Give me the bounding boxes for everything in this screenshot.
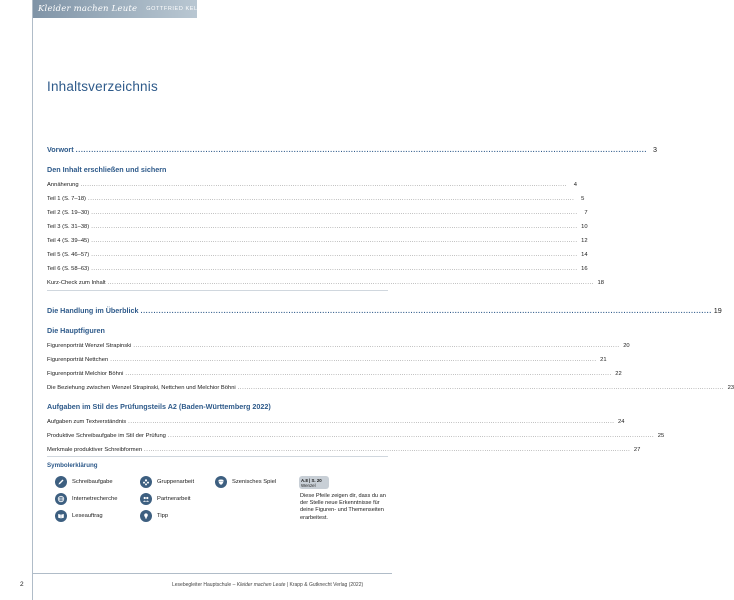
toc-page-number: 27 — [633, 447, 641, 453]
toc-label: Teil 2 (S. 19–30) — [47, 210, 90, 216]
toc-entry[interactable] — [47, 349, 607, 363]
toc-entry[interactable] — [47, 174, 577, 188]
footer-prefix: Lesebegleiter Hauptschule – — [172, 582, 237, 588]
toc-entry[interactable] — [47, 216, 588, 230]
legend-item-leseauftrag — [55, 510, 103, 522]
toc-label: Aufgaben im Stil des Prüfungsteils A2 (Baden-Württemberg 2022) — [47, 402, 271, 411]
dot-leader — [88, 196, 574, 202]
dot-leader — [168, 433, 654, 439]
legend-item-internetrecherche — [55, 493, 117, 505]
dot-leader — [125, 371, 611, 377]
theater-mask-icon — [215, 476, 227, 488]
dot-leader — [110, 357, 596, 363]
toc-heading[interactable] — [47, 397, 388, 411]
toc-page-number: 5 — [581, 196, 585, 202]
dot-leader — [144, 447, 630, 453]
dot-leader — [238, 385, 724, 391]
toc-page-number: 21 — [600, 357, 607, 363]
toc-page-number: 3 — [652, 145, 657, 154]
toc-page-number: 18 — [597, 280, 604, 286]
toc-label: Die Hauptfiguren — [47, 326, 105, 335]
toc-label: Vorwort — [47, 145, 74, 154]
page-title: Inhaltsverzeichnis — [47, 79, 158, 94]
dot-leader — [91, 238, 577, 244]
toc-entry[interactable] — [47, 272, 604, 286]
dot-leader — [91, 266, 577, 272]
toc-page-number: 25 — [657, 433, 665, 439]
dot-leader — [140, 306, 711, 315]
legend-label: Partnerarbeit — [157, 496, 191, 502]
tag-line-2: Wenzel — [301, 482, 316, 488]
toc-page-number: 22 — [615, 371, 622, 377]
legend-item-szenisches-spiel — [215, 476, 276, 488]
toc-entry[interactable] — [47, 425, 665, 439]
toc-entry[interactable] — [47, 335, 630, 349]
toc-label: Figurenporträt Melchior Böhni — [47, 371, 124, 377]
toc-label: Teil 1 (S. 7–18) — [47, 196, 86, 202]
toc-page-number: 12 — [581, 238, 588, 244]
toc-heading[interactable] — [47, 160, 388, 174]
toc-page-number: 19 — [713, 306, 722, 315]
toc-entry[interactable] — [47, 377, 734, 391]
dot-leader — [91, 224, 577, 230]
toc-entry[interactable] — [47, 258, 588, 272]
dot-leader — [108, 280, 594, 286]
toc-label: Teil 4 (S. 39–45) — [47, 238, 90, 244]
legend-label: Leseauftrag — [72, 513, 103, 519]
dot-leader — [128, 419, 614, 425]
toc-page-number: 7 — [584, 210, 588, 216]
toc-entry[interactable] — [47, 188, 585, 202]
dot-leader — [91, 210, 577, 216]
toc-label: Die Beziehung zwischen Wenzel Strapinski, Nettchen und Melchior Böhni — [47, 385, 236, 391]
book-title: Kleider machen Leute — [38, 4, 138, 14]
toc-page-number: 20 — [623, 343, 630, 349]
table-of-contents — [47, 140, 734, 453]
header-banner — [32, 0, 211, 18]
toc-page-number: 16 — [581, 266, 588, 272]
legend-label: Gruppenarbeit — [157, 479, 195, 485]
toc-page-number: 24 — [618, 419, 625, 425]
dot-leader — [91, 252, 577, 258]
tag-line-1: A.8 | S. 20 — [301, 477, 322, 483]
toc-label: Figurenporträt Wenzel Strapinski — [47, 343, 132, 349]
toc-page-number: 23 — [727, 385, 734, 391]
toc-label: Merkmale produktiver Schreibformen — [47, 447, 143, 453]
divider — [47, 456, 388, 457]
toc-label: Figurenporträt Nettchen — [47, 357, 109, 363]
toc-label: Annäherung — [47, 182, 79, 188]
toc-page-number: 14 — [581, 252, 588, 258]
legend-label: Tipp — [157, 513, 169, 519]
frame-line-left — [32, 0, 33, 600]
legend-label: Schreibaufgabe — [72, 479, 113, 485]
toc-label: Den Inhalt erschließen und sichern — [47, 165, 167, 174]
legend-item-tipp — [140, 510, 168, 522]
legend-item-partnerarbeit — [140, 493, 191, 505]
frame-line-bottom — [32, 573, 392, 574]
book-icon — [55, 510, 67, 522]
toc-label: Produktive Schreibaufgabe im Stil der Prüfung — [47, 433, 166, 439]
toc-label: Die Handlung im Überblick — [47, 306, 139, 315]
footer-suffix: | Krapp & Gutknecht Verlag (2022) — [285, 582, 364, 588]
partner-icon — [140, 493, 152, 505]
pencil-icon — [55, 476, 67, 488]
globe-icon — [55, 493, 67, 505]
toc-entry[interactable] — [47, 411, 625, 425]
toc-entry[interactable] — [47, 202, 588, 216]
tag-explanation: Diese Pfeile zeigen dir, dass du an der Stelle neue Erkenntnisse für deine Figuren- und Themenseiten erarbeitest. — [300, 493, 386, 521]
toc-label: Aufgaben zum Textverständnis — [47, 419, 127, 425]
legend-item-gruppenarbeit — [140, 476, 194, 488]
legend-label: Internetrecherche — [72, 496, 118, 502]
dot-leader — [76, 145, 647, 154]
toc-entry[interactable] — [47, 363, 622, 377]
group-icon — [140, 476, 152, 488]
author-name: GOTTFRIED KELLER — [146, 6, 211, 12]
divider — [47, 290, 388, 291]
toc-entry[interactable] — [47, 439, 641, 453]
toc-heading[interactable] — [47, 140, 657, 154]
arrow-tag-example — [299, 476, 329, 489]
toc-entry[interactable] — [47, 244, 588, 258]
footer-book: Kleider machen Leute — [236, 582, 286, 588]
toc-entry[interactable] — [47, 230, 588, 244]
legend-title: Symbolerklärung — [47, 462, 98, 469]
dot-leader — [133, 343, 619, 349]
toc-label: Teil 3 (S. 31–38) — [47, 224, 90, 230]
toc-label: Teil 5 (S. 46–57) — [47, 252, 90, 258]
legend-item-schreibaufgabe — [55, 476, 113, 488]
toc-label: Teil 6 (S. 58–63) — [47, 266, 90, 272]
dot-leader — [81, 182, 567, 188]
toc-heading[interactable] — [47, 321, 388, 335]
legend-label: Szenisches Spiel — [232, 479, 277, 485]
toc-heading[interactable] — [47, 301, 722, 315]
footer-citation — [172, 582, 363, 588]
toc-label: Kurz-Check zum Inhalt — [47, 280, 106, 286]
page-number: 2 — [20, 581, 24, 588]
toc-page-number: 4 — [573, 182, 577, 188]
lightbulb-icon — [140, 510, 152, 522]
toc-page-number: 10 — [581, 224, 588, 230]
